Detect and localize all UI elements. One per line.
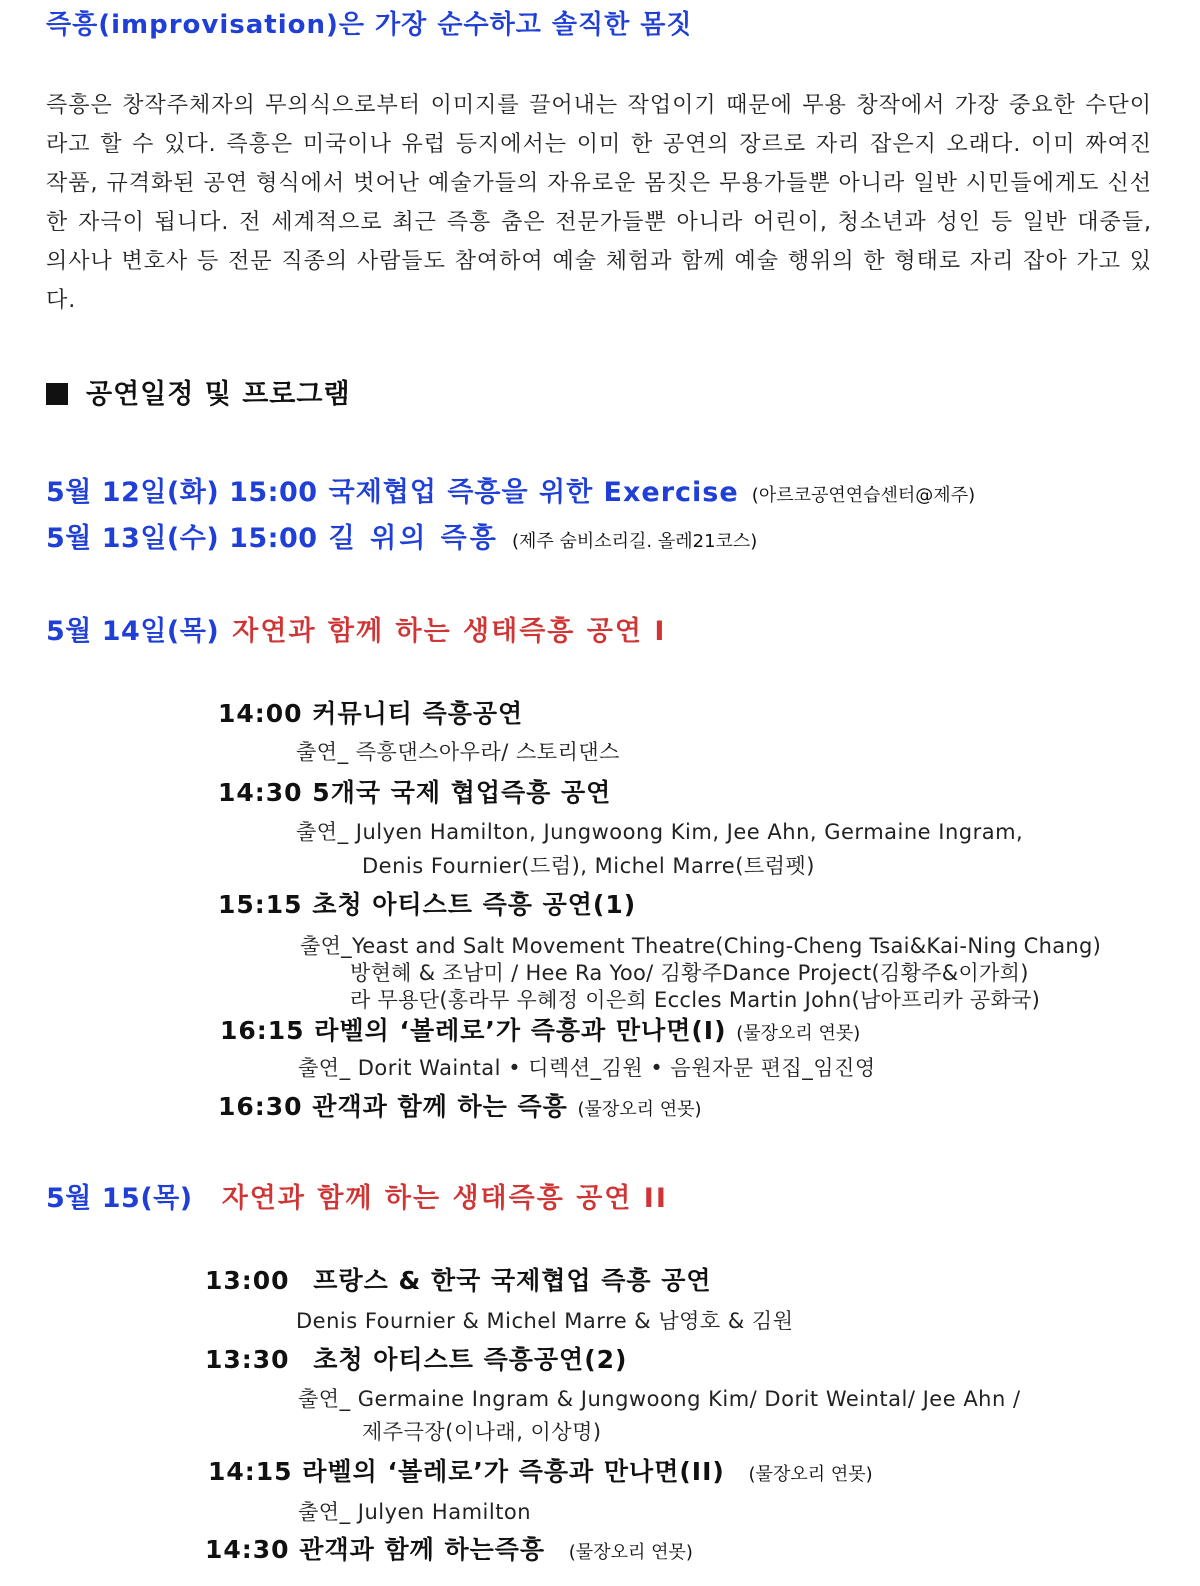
program-title: 관객과 함께 하는 즉흥 <box>312 1092 568 1121</box>
program-item <box>205 1261 712 1297</box>
date-label: 5월 15(목) <box>46 1183 193 1214</box>
event-title: 자연과 함께 하는 생태즉흥 공연 I <box>232 616 667 647</box>
time-label: 16:30 <box>218 1092 303 1121</box>
cast-line-cont: 라 무용단(홍라무 우혜정 이은희 Eccles Martin John(남아프리카 공화국) <box>350 988 1041 1012</box>
schedule-day-14-header <box>46 609 666 648</box>
cast-line: 출연_Yeast and Salt Movement Theatre(Ching-Cheng Tsai&Kai-Ning Chang) <box>300 934 1102 958</box>
program-item <box>218 885 636 921</box>
venue-label: (물장오리 연못) <box>748 1464 873 1485</box>
cast-line-cont: Denis Fournier(드럼), Michel Marre(트럼펫) <box>362 854 815 878</box>
program-item <box>218 694 523 730</box>
program-item <box>208 1452 873 1488</box>
cast-line: 출연_ Germaine Ingram & Jungwoong Kim/ Dorit Weintal/ Jee Ahn / <box>298 1387 1021 1411</box>
intro-heading: 즉흥(improvisation)은 가장 순수하고 솔직한 몸짓 <box>46 10 693 40</box>
cast-line: 출연_ Julyen Hamilton, Jungwoong Kim, Jee Ahn, Germaine Ingram, <box>296 820 1024 844</box>
venue-label: (물장오리 연못) <box>577 1099 702 1120</box>
program-item <box>205 1530 693 1566</box>
time-label: 14:15 <box>208 1457 293 1486</box>
program-item <box>218 773 611 809</box>
venue-label: (제주 숨비소리길. 올레21코스) <box>511 531 758 552</box>
program-title: 5개국 국제 협업즉흥 공연 <box>312 778 612 807</box>
black-square-icon <box>46 383 68 405</box>
cast-line: 출연_ Julyen Hamilton <box>298 1500 532 1524</box>
program-title: 라벨의 ‘볼레로’가 즉흥과 만나면(II) <box>302 1457 725 1486</box>
schedule-day-13 <box>46 516 757 555</box>
intro-paragraph: 즉흥은 창작주체자의 무의식으로부터 이미지를 끌어내는 작업이기 때문에 무용 창작에서 가장 중요한 수단이라고 할 수 있다. 즉흥은 미국이나 유럽 등지에서는 이미 한 공연의 장르로 자리 잡은지 오래다. 이미 짜여진 작품, 규격화된 공연 형식에서 벗어난 예술가들의 자유로운 몸짓은 무용가들뿐 아니라 일반 시민들에게도 신선한 자극이 됩니다. 전 세계적으로 최근 즉흥 춤은 전문가들뿐 아니라 어린이, 청소년과 성인 등 일반 대중들, 의사나 변호사 등 전문 직종의 사람들도 참여하여 예술 체험과 함께 예술 행위의 한 형태로 자리 잡아 가고 있다. <box>46 93 1152 313</box>
program-title: 초청 아티스트 즉흥공연(2) <box>313 1345 628 1374</box>
program-title: 프랑스 & 한국 국제협업 즉흥 공연 <box>313 1266 712 1295</box>
cast-line-cont: 방현혜 & 조남미 / Hee Ra Yoo/ 김황주Dance Project(김황주&이가희) <box>350 961 1029 985</box>
program-item <box>220 1011 860 1047</box>
event-title: 자연과 함께 하는 생태즉흥 공연 II <box>221 1183 668 1214</box>
event-title: 길 위의 즉흥 <box>328 523 499 554</box>
program-title: 관객과 함께 하는즉흥 <box>299 1535 546 1564</box>
time-label: 16:15 <box>220 1016 305 1045</box>
section-title-text: 공연일정 및 프로그램 <box>86 379 351 410</box>
venue-label: (물장오리 연못) <box>736 1023 861 1044</box>
time-label: 13:00 <box>205 1266 290 1295</box>
date-label: 5월 12일(화) 15:00 <box>46 477 318 508</box>
time-label: 15:15 <box>218 890 303 919</box>
time-label: 14:30 <box>218 778 303 807</box>
venue-label: (아르코공연연습센터@제주) <box>751 485 976 506</box>
program-item <box>205 1340 627 1376</box>
cast-line: Denis Fournier & Michel Marre & 남영호 & 김원 <box>296 1309 794 1333</box>
venue-label: (물장오리 연못) <box>568 1542 693 1563</box>
time-label: 13:30 <box>205 1345 290 1374</box>
program-title: 초청 아티스트 즉흥 공연(1) <box>312 890 637 919</box>
program-item <box>218 1087 702 1123</box>
time-label: 14:00 <box>218 699 303 728</box>
schedule-day-15-header <box>46 1176 668 1215</box>
time-label: 14:30 <box>205 1535 290 1564</box>
schedule-section-title <box>46 372 351 411</box>
date-label: 5월 13일(수) 15:00 <box>46 523 318 554</box>
cast-line: 출연_ Dorit Waintal • 디렉션_김원 • 음원자문 편집_임진영 <box>298 1056 876 1080</box>
program-title: 커뮤니티 즉흥공연 <box>312 699 524 728</box>
event-title: 국제협업 즉흥을 위한 Exercise <box>328 477 739 508</box>
date-label: 5월 14일(목) <box>46 616 220 647</box>
schedule-day-12 <box>46 470 975 509</box>
program-title: 라벨의 ‘볼레로’가 즉흥과 만나면(I) <box>314 1016 727 1045</box>
cast-line: 출연_ 즉흥댄스아우라/ 스토리댄스 <box>296 740 620 764</box>
cast-line-cont: 제주극장(이나래, 이상명) <box>362 1420 602 1444</box>
